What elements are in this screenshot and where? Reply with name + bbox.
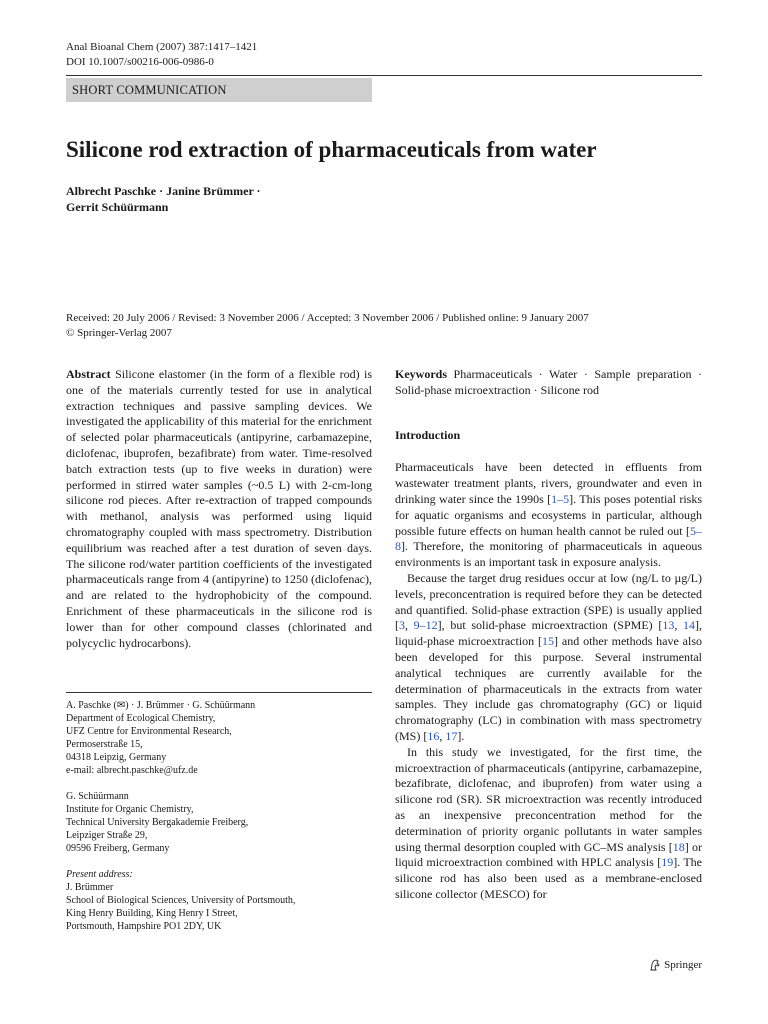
text-run: ]. Therefore, the monitoring of pharmaceuticals in aqueous environments is an important task in exposure analysis. xyxy=(395,539,702,570)
journal-info xyxy=(66,40,257,70)
citation-link[interactable]: 14 xyxy=(683,618,695,633)
text-run: ], but solid-phase microextraction (SPME) [ xyxy=(437,618,663,633)
affil-line: Permoserstraße 15, xyxy=(66,739,143,750)
affiliation-2 xyxy=(66,790,372,855)
affil-line: G. Schüürmann xyxy=(66,791,129,802)
date-history: Received: 20 July 2006 / Revised: 3 November 2006 / Accepted: 3 November 2006 / Published online: 9 January 2007 xyxy=(66,312,589,324)
citation-link[interactable]: 5–8 xyxy=(395,523,702,554)
keywords-text: Pharmaceuticals · Water · Sample preparation · Solid-phase microextraction · Silicone rod xyxy=(395,367,702,397)
publisher-logo xyxy=(649,958,702,972)
citation-link[interactable]: 9–12 xyxy=(413,618,438,633)
affil-line: Portsmouth, Hampshire PO1 2DY, UK xyxy=(66,921,222,932)
publisher-name: Springer xyxy=(664,959,702,971)
keywords-label: Keywords xyxy=(395,367,447,381)
abstract-label: Abstract xyxy=(66,367,111,381)
text-run: ]. xyxy=(457,728,465,743)
citation-link[interactable]: 19 xyxy=(661,855,674,870)
citation-link[interactable]: 3 xyxy=(399,618,405,633)
publication-dates xyxy=(66,311,589,341)
citation-link[interactable]: 17 xyxy=(445,728,458,743)
authors-line-1: Albrecht Paschke · Janine Brümmer · xyxy=(66,184,261,198)
affil-email[interactable]: e-mail: albrecht.paschke@ufz.de xyxy=(66,765,198,776)
header-rule xyxy=(66,75,702,76)
affil-line: A. Paschke (✉) · J. Brümmer · G. Schüürmann xyxy=(66,700,256,711)
text-run: ] or liquid microextraction combined with HPLC analysis [ xyxy=(395,839,702,870)
right-column xyxy=(395,367,702,903)
abstract-text: Silicone elastomer (in the form of a flexible rod) is one of the materials currently tested for use in analytical extraction techniques and passive sampling devices. We investigated the applicability of this material for the enrichment of selected polar pharmaceuticals (antipyrine, carbamazepine, diclofenac, ibuprofen, bezafibrate) from water. Time-resolved batch extraction tests (up to five weeks in duration) were performed in stirred water samples (~0.5 L) with 2-cm-long silicone rod pieces. After re-extraction of trapped compounds with methanol, analysis was performed using liquid chromatography coupled with mass spectrometry. Distribution equilibrium was reached after a test duration of seven days. The silicone rod/water partition coefficients of the investigated pharmaceuticals range from 4 (antipyrine) to 1250 (diclofenac), and are related to the hydrophobicity of the compound. Enrichment of these pharmaceuticals in the silicone rod is lower than for other compound classes (chlorinated and polycyclic hydrocarbons). xyxy=(66,367,373,650)
affil-line: King Henry Building, King Henry I Street, xyxy=(66,908,238,919)
intro-paragraph-3 xyxy=(395,745,702,903)
affil-line: J. Brümmer xyxy=(66,882,114,893)
affiliation-3 xyxy=(66,868,372,933)
affil-line: 04318 Leipzig, Germany xyxy=(66,752,167,763)
text-run: Pharmaceuticals have been detected in effluents from wastewater treatment plants, rivers, groundwater and even in drinking water since the 1990s [ xyxy=(395,460,702,506)
text-run: ], liquid-phase microextraction [ xyxy=(395,618,702,649)
affil-line: Leipziger Straße 29, xyxy=(66,830,148,841)
abstract-column xyxy=(66,367,372,651)
authors-line-2: Gerrit Schüürmann xyxy=(66,200,169,214)
affiliation-rule xyxy=(66,692,372,693)
text-run: ]. This poses potential risks for aquatic organisms and ecosystems in particular, although possible future effects on human health cannot be ruled out [ xyxy=(395,491,702,538)
springer-horse-icon xyxy=(649,959,661,971)
citation-link[interactable]: 13 xyxy=(662,618,675,633)
journal-citation: Anal Bioanal Chem (2007) 387:1417–1421 xyxy=(66,41,258,53)
affil-line: UFZ Centre for Environmental Research, xyxy=(66,726,232,737)
citation-link[interactable]: 18 xyxy=(672,839,685,854)
author-list xyxy=(66,183,261,215)
citation-link[interactable]: 16 xyxy=(427,728,440,743)
present-address-label: Present address: xyxy=(66,869,133,880)
abstract xyxy=(66,367,372,651)
affiliations xyxy=(66,699,372,946)
keywords xyxy=(395,367,702,399)
doi: DOI 10.1007/s00216-006-0986-0 xyxy=(66,56,214,68)
section-label: SHORT COMMUNICATION xyxy=(66,78,372,102)
intro-paragraph-1 xyxy=(395,460,702,571)
text-run: , xyxy=(674,618,683,633)
introduction-heading: Introduction xyxy=(395,427,461,442)
copyright: © Springer-Verlag 2007 xyxy=(66,327,172,339)
citation-link[interactable]: 1–5 xyxy=(551,491,570,506)
affil-line: 09596 Freiberg, Germany xyxy=(66,843,170,854)
text-run: , xyxy=(439,728,446,743)
text-run: Because the target drug residues occur at low (ng/L to µg/L) levels, preconcentration is required before they can be detected and quantified. Solid-phase extraction (SPE) is usually applied [ xyxy=(395,570,702,633)
affil-line: School of Biological Sciences, University of Portsmouth, xyxy=(66,895,296,906)
text-run: ]. The silicone rod has also been used as a membrane-enclosed silicone collector (MESCO) for xyxy=(395,855,703,901)
text-run: In this study we investigated, for the first time, the microextraction of pharmaceuticals (antipyrine, carbamazepine, bezafibrate, diclofenac, and ibuprofen) from water using a silicone rod (SR). SR microextraction was recently introduced as an inexpensive preconcentration method for the determination of priority organic pollutants in water samples using thermal desorption coupled with GC–MS analysis [ xyxy=(395,744,702,854)
affil-line: Technical University Bergakademie Freiberg, xyxy=(66,817,249,828)
affil-line: Institute for Organic Chemistry, xyxy=(66,804,194,815)
affiliation-1 xyxy=(66,699,372,777)
intro-paragraph-2 xyxy=(395,571,702,745)
citation-link[interactable]: 15 xyxy=(542,634,555,649)
text-run: ] and other methods have also been developed for this purpose. Several instrumental analytical techniques are currently available for the determination of pharmaceuticals in the extracts from water samples. They include gas chromatography (GC) or liquid chromatography (LC) in combination with mass spectrometry (MS) [ xyxy=(395,634,702,743)
article-title: Silicone rod extraction of pharmaceuticals from water xyxy=(66,137,597,162)
affil-line: Department of Ecological Chemistry, xyxy=(66,713,216,724)
text-run: , xyxy=(405,618,414,633)
